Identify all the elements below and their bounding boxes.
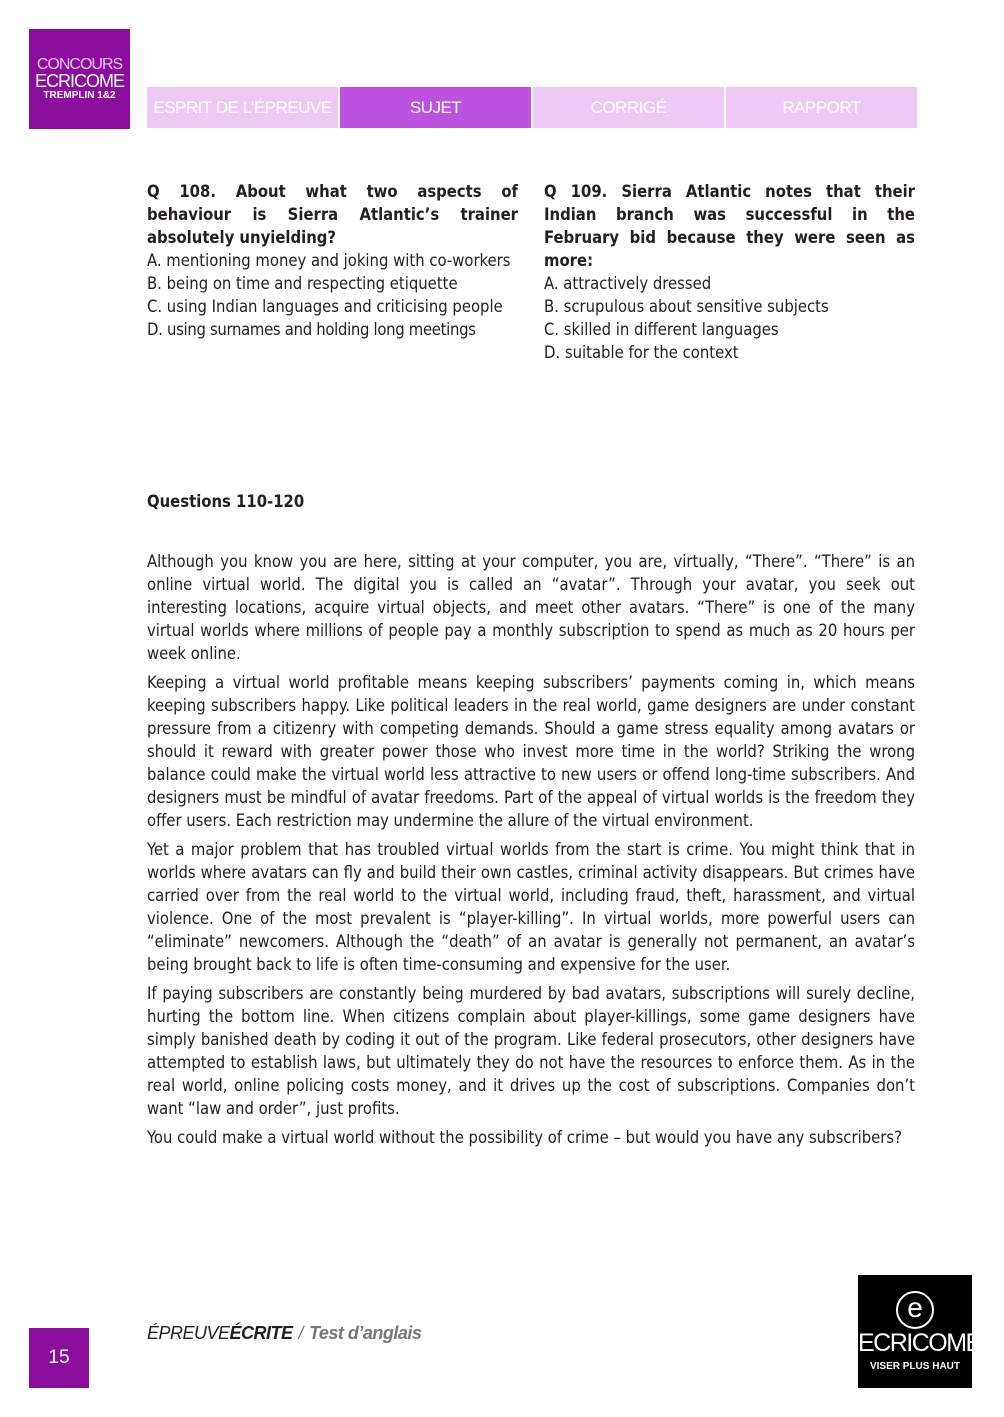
logo-line1: CONCOURS bbox=[36, 56, 123, 73]
tab-corrige[interactable]: CORRIGÉ bbox=[533, 87, 724, 128]
question-109 bbox=[544, 180, 915, 364]
footer-separator: / bbox=[298, 1323, 304, 1343]
paragraph: Keeping a virtual world profitable means keeping subscribers’ payments coming in, which means keeping subscribers happy. Like political leaders in the real world, game designers are under constant pressure from a citizenry with competing demands. Should a game stress equality among avatars or should it reward with greater power those who invest more time in the world? Striking the wrong balance could make the virtual world less attractive to new users or offend long-time subscribers. And designers must be mindful of avatar freedoms. Part of the appeal of virtual worlds is the freedom they offer users. Each restriction may undermine the allure of the virtual environment. bbox=[147, 673, 915, 830]
footer-title bbox=[147, 1323, 421, 1344]
paragraph: Yet a major problem that has troubled virtual worlds from the start is crime. You might think that in worlds where avatars can fly and build their own castles, criminal activity disappears. But crimes have carried over from the real world to the virtual world, including fraud, theft, harassment, and virtual violence. One of the most prevalent is “player-killing”. In virtual worlds, more powerful users can “eliminate” newcomers. Although the “death” of an avatar is generally not permanent, an avatar’s being brought back to life is often time-consuming and expensive for the user. bbox=[147, 840, 915, 974]
question-text: Q 109. Sierra Atlantic notes that their Indian branch was successful in the February bid because they were seen as more: bbox=[544, 182, 915, 270]
paragraph: Although you know you are here, sitting at your computer, you are, virtually, “There”. “There” is an online virtual world. The digital you is called an “avatar”. Through your avatar, you seek out interesting locations, acquire virtual objects, and meet other avatars. “There” is one of the many virtual worlds where millions of people pay a monthly subscription to spend as much as 20 hours per week online. bbox=[147, 552, 915, 663]
option: D. suitable for the context bbox=[544, 343, 739, 362]
option: B. scrupulous about sensitive subjects bbox=[544, 297, 829, 316]
tab-sujet[interactable]: SUJET bbox=[340, 87, 531, 128]
concours-logo bbox=[29, 29, 130, 129]
logo-line3: TREMPLIN 1&2 bbox=[43, 90, 116, 101]
passage bbox=[147, 550, 915, 1155]
ecricome-logo bbox=[858, 1275, 981, 1388]
question-108 bbox=[147, 180, 518, 341]
tab-bar bbox=[147, 87, 917, 128]
ecricome-name: ECRICOME bbox=[858, 1329, 981, 1357]
option: A. mentioning money and joking with co-workers bbox=[147, 251, 511, 270]
tab-esprit[interactable]: ESPRIT DE L’ÉPREUVE bbox=[147, 87, 338, 128]
footer-epreuve: ÉPREUVE bbox=[147, 1323, 230, 1343]
question-text: Q 108. About what two aspects of behaviour is Sierra Atlantic’s trainer absolutely unyielding? bbox=[147, 182, 518, 247]
paragraph: You could make a virtual world without the possibility of crime – but would you have any subscribers? bbox=[147, 1128, 902, 1147]
tab-rapport[interactable]: RAPPORT bbox=[726, 87, 917, 128]
ecricome-tagline: VISER PLUS HAUT bbox=[869, 1361, 960, 1372]
option: A. attractively dressed bbox=[544, 274, 712, 293]
ecricome-e-icon: e bbox=[896, 1291, 934, 1329]
option: B. being on time and respecting etiquette bbox=[147, 274, 458, 293]
page-number: 15 bbox=[29, 1328, 89, 1388]
option: C. skilled in different languages bbox=[544, 320, 779, 339]
paragraph: If paying subscribers are constantly being murdered by bad avatars, subscriptions will surely decline, hurting the bottom line. When citizens complain about player-killings, some game designers have simply banished death by coding it out of the program. Like federal prosecutors, other designers have attempted to establish laws, but ultimately they do not have the resources to enforce them. As in the real world, online policing costs money, and it drives up the cost of subscriptions. Companies don’t want “law and order”, just profits. bbox=[147, 984, 915, 1118]
footer-ecrite: ÉCRITE bbox=[229, 1323, 293, 1343]
option: D. using surnames and holding long meetings bbox=[147, 320, 476, 339]
option: C. using Indian languages and criticising people bbox=[147, 297, 503, 316]
footer-subject: Test d’anglais bbox=[309, 1323, 422, 1343]
logo-line2: ECRICOME bbox=[34, 71, 124, 91]
section-title: Questions 110-120 bbox=[147, 492, 305, 511]
